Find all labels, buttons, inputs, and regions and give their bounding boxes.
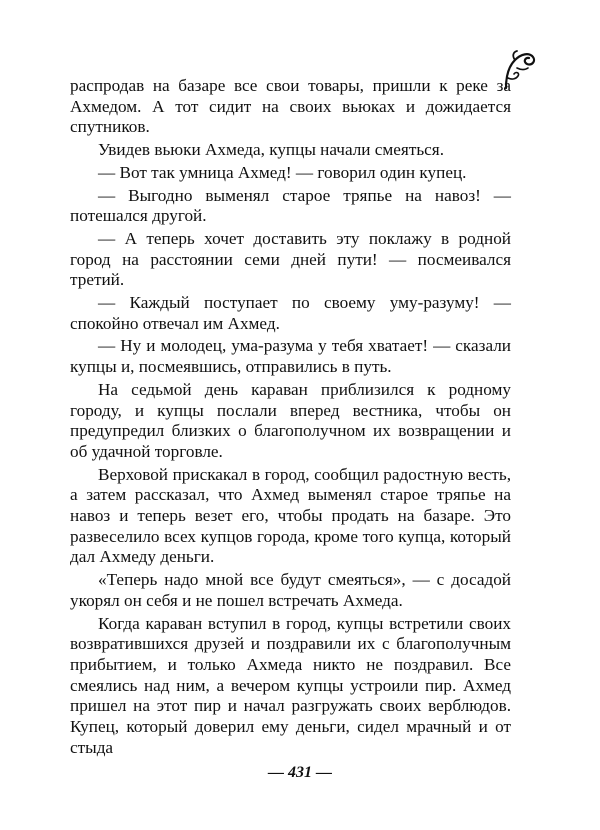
paragraph: — Выгодно выменял старое тряпье на навоз! — потешался другой. (70, 185, 511, 226)
paragraph: — Каждый поступает по своему уму-разуму! — спокойно отвечал им Ахмед. (70, 293, 511, 333)
paragraph: Верховой прискакал в город, сообщил радостную весть, а затем рассказал, что Ахмед выменял старое тряпье на навоз и теперь везет его, чтобы продать на базаре. Это развеселило всех купцов города, кроме того купца, который дал Ахмеду деньги. (70, 464, 511, 567)
paragraph: распродав на базаре все свои товары, пришли к реке за Ахмедом. А тот сидит на своих вьюках и дожидается спутников. (70, 76, 511, 137)
paragraph: — Вот так умница Ахмед! — говорил один купец. (98, 162, 467, 182)
paragraph: — А теперь хочет доставить эту поклажу в родной город на расстоянии семи дней пути! — посмеивался третий. (70, 228, 511, 290)
body-text (70, 76, 511, 761)
paragraph: Когда караван вступил в город, купцы встретили своих возвратившихся друзей и поздравили их с благополучным прибытием, и только Ахмеда никто не поздравил. Все смеялись над ним, а вечером купцы устроили пир. Ахмед пришел на этот пир и начал разгружать своих верблюдов. Купец, который доверил ему деньги, сидел мрачный и от стыда (70, 613, 511, 757)
paragraph: «Теперь надо мной все будут смеяться», — с досадой укорял он себя и не пошел встречать Ахмеда. (70, 570, 511, 610)
paragraph: Увидев вьюки Ахмеда, купцы начали смеяться. (98, 140, 445, 160)
paragraph: На седьмой день караван приблизился к родному городу, и купцы послали вперед вестника, чтобы он предупредил близких о благополучном их возвращении и об удачной торговле. (70, 379, 511, 461)
page-number: — 431 — (268, 764, 332, 781)
paragraph: — Ну и молодец, ума-разума у тебя хватает! — сказали купцы и, посмеявшись, отправились в путь. (70, 336, 511, 377)
